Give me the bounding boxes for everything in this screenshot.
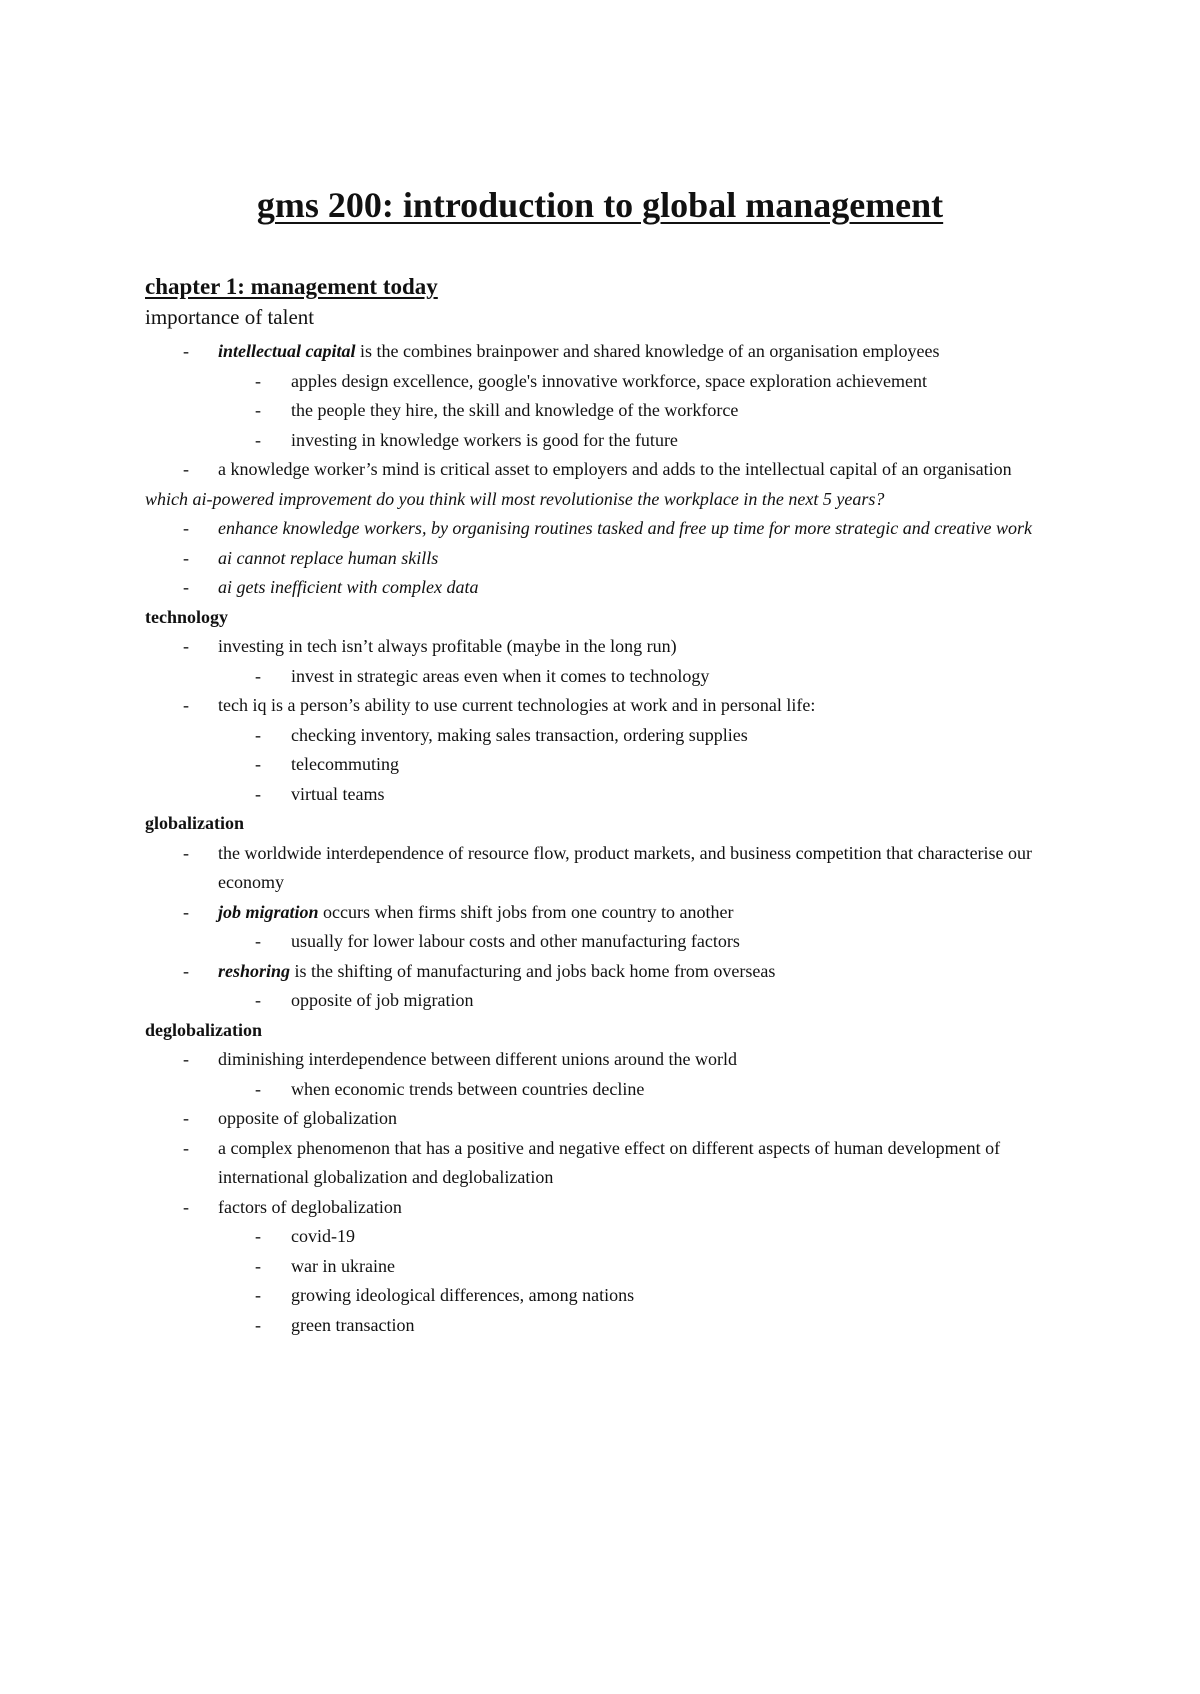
bullet xyxy=(145,691,1085,721)
bullet xyxy=(145,839,1085,898)
bullet xyxy=(145,1045,1085,1075)
sub-bullet-text: telecommuting xyxy=(291,754,399,774)
bullet-dash: - xyxy=(255,1285,261,1305)
section-subheading-talent: importance of talent xyxy=(145,305,315,329)
sub-bullet xyxy=(145,986,1085,1016)
bullet-reshoring xyxy=(145,957,1085,987)
bullet-text: investing in tech isn’t always profitable (maybe in the long run) xyxy=(218,636,677,656)
sub-bullet xyxy=(145,1311,1085,1341)
sub-bullet xyxy=(145,780,1085,810)
bullet xyxy=(145,1193,1085,1223)
sub-bullet-text: green transaction xyxy=(291,1314,415,1335)
sub-bullet xyxy=(145,426,1085,456)
sub-bullet-text: opposite of job migration xyxy=(291,990,474,1010)
bullet-dash: - xyxy=(183,547,189,568)
sub-bullet-text: the people they hire, the skill and knowledge of the workforce xyxy=(291,400,739,420)
sub-bullet-text: invest in strategic areas even when it comes to technology xyxy=(291,665,710,686)
sub-bullet-text: virtual teams xyxy=(291,783,385,804)
bullet-text: is the combines brainpower and shared knowledge of an organisation employees xyxy=(355,341,940,361)
section-heading-technology: technology xyxy=(145,606,228,627)
bullet-dash: - xyxy=(255,990,261,1010)
bullet-text: is the shifting of manufacturing and jobs back home from overseas xyxy=(290,960,776,981)
bullet-dash: - xyxy=(183,1196,189,1217)
bullet-text: occurs when firms shift jobs from one country to another xyxy=(318,901,734,922)
sub-bullet xyxy=(145,662,1085,692)
sub-bullet xyxy=(145,1281,1085,1311)
bullet-dash: - xyxy=(183,901,189,922)
sub-bullet-text: apples design excellence, google's innovative workforce, space exploration achievement xyxy=(291,370,927,391)
bullet-dash: - xyxy=(183,1049,189,1069)
bullet-dash: - xyxy=(255,1226,261,1246)
sub-bullet xyxy=(145,750,1085,780)
bullet-intellectual-capital xyxy=(145,337,1085,367)
bullet-dash: - xyxy=(255,400,261,420)
bullet-dash: - xyxy=(255,931,261,951)
bullet-text: the worldwide interdependence of resource flow, product markets, and business competition that characterise our economy xyxy=(218,842,1033,892)
ai-answer xyxy=(145,514,1085,544)
bullet xyxy=(145,632,1085,662)
bullet-dash: - xyxy=(255,1078,261,1099)
ai-answer xyxy=(145,544,1085,574)
bullet-text: diminishing interdependence between different unions around the world xyxy=(218,1049,738,1069)
ai-answer-text: enhance knowledge workers, by organising routines tasked and free up time for more strategic and creative work xyxy=(218,518,1033,538)
document-title: gms 200: introduction to global management xyxy=(256,185,944,225)
sub-bullet-text: usually for lower labour costs and other manufacturing factors xyxy=(291,931,740,951)
bullet-dash: - xyxy=(255,1255,261,1276)
sub-bullet-text: checking inventory, making sales transaction, ordering supplies xyxy=(291,724,748,745)
document-body xyxy=(145,272,1085,1340)
bullet-dash: - xyxy=(255,783,261,804)
ai-answer-text: ai cannot replace human skills xyxy=(218,547,439,568)
sub-bullet xyxy=(145,1075,1085,1105)
ai-question: which ai-powered improvement do you think will most revolutionise the workplace in the next 5 years? xyxy=(145,488,885,509)
sub-bullet xyxy=(145,721,1085,751)
sub-bullet xyxy=(145,1222,1085,1252)
bullet-text: opposite of globalization xyxy=(218,1108,397,1128)
ai-answer-text: ai gets inefficient with complex data xyxy=(218,577,479,597)
bullet-dash: - xyxy=(183,518,189,538)
bullet-dash: - xyxy=(255,1314,261,1335)
bullet-knowledge-worker xyxy=(145,455,1085,485)
section-heading-deglobalization: deglobalization xyxy=(145,1019,263,1040)
bullet-dash: - xyxy=(255,370,261,391)
bullet-dash: - xyxy=(183,1108,189,1128)
bullet-text: tech iq is a person’s ability to use current technologies at work and in personal life: xyxy=(218,695,816,715)
bullet xyxy=(145,1134,1085,1193)
sub-bullet-text: investing in knowledge workers is good for the future xyxy=(291,429,678,450)
bullet-dash: - xyxy=(183,695,189,715)
bullet-dash: - xyxy=(183,636,189,656)
sub-bullet-text: war in ukraine xyxy=(291,1255,395,1276)
bullet-dash: - xyxy=(183,960,189,981)
sub-bullet xyxy=(145,396,1085,426)
bullet-dash: - xyxy=(255,665,261,686)
bullet-dash: - xyxy=(183,341,189,361)
bullet-text: a complex phenomenon that has a positive and negative effect on different aspects of human development of international globalization and deglobalization xyxy=(218,1137,1001,1187)
bullet-dash: - xyxy=(255,754,261,774)
bullet-dash: - xyxy=(183,842,189,863)
bullet-dash: - xyxy=(183,577,189,597)
bullet-dash: - xyxy=(255,429,261,450)
ai-answer xyxy=(145,573,1085,603)
bullet-dash: - xyxy=(183,1137,189,1158)
sub-bullet xyxy=(145,927,1085,957)
bullet-text: factors of deglobalization xyxy=(218,1196,402,1217)
bullet-text: a knowledge worker’s mind is critical asset to employers and adds to the intellectual capital of an organisation xyxy=(218,459,1012,479)
bullet-dash: - xyxy=(183,459,189,479)
term-intellectual-capital: intellectual capital xyxy=(218,341,356,361)
term-job-migration: job migration xyxy=(218,901,319,922)
sub-bullet xyxy=(145,1252,1085,1282)
bullet-dash: - xyxy=(255,724,261,745)
chapter-heading: chapter 1: management today xyxy=(145,274,438,299)
sub-bullet xyxy=(145,367,1085,397)
bullet xyxy=(145,1104,1085,1134)
section-heading-globalization: globalization xyxy=(145,813,245,833)
sub-bullet-text: covid-19 xyxy=(291,1226,355,1246)
sub-bullet-text: growing ideological differences, among nations xyxy=(291,1285,635,1305)
bullet-job-migration xyxy=(145,898,1085,928)
sub-bullet-text: when economic trends between countries decline xyxy=(291,1078,645,1099)
term-reshoring: reshoring xyxy=(218,960,291,981)
